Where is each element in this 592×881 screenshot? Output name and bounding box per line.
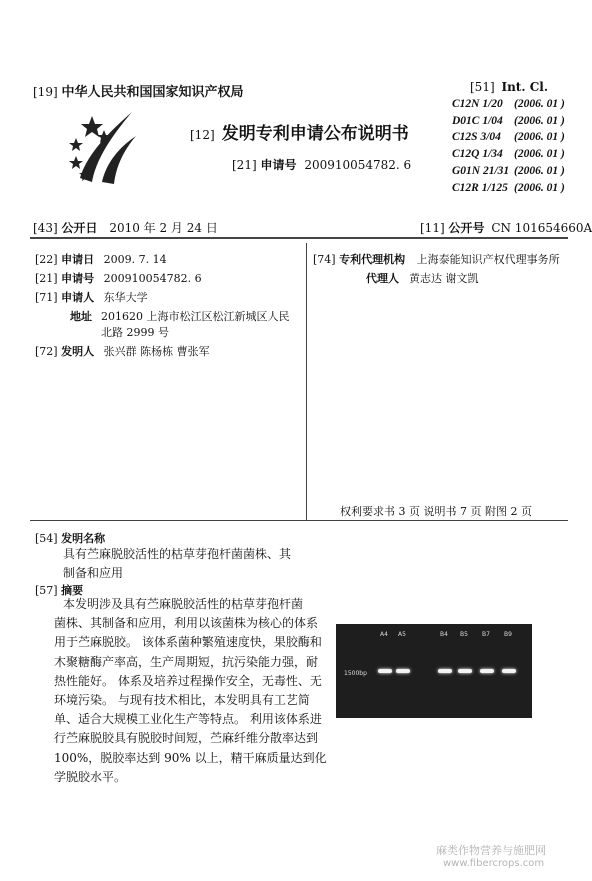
gel-band <box>480 669 494 673</box>
gel-lane-label: B5 <box>460 631 468 638</box>
ipc-class-version: (2006. 01 ) <box>514 148 565 161</box>
ipc-class-code: C12N 1/20 <box>452 98 503 110</box>
ipc-class-code: C12Q 1/34 <box>452 148 503 161</box>
ipc-class-row <box>452 146 570 160</box>
app-number-row: [21] 申请号 200910054782. 6 <box>35 272 202 285</box>
ipc-class-version: (2006. 01 ) <box>514 181 565 194</box>
ipc-class-code: C12S 3/04 <box>452 131 501 144</box>
rule-top <box>30 237 568 239</box>
abstract-line: 热性能好。 体系及培养过程操作安全，无毒性、无 <box>54 673 322 688</box>
gel-band <box>502 669 516 673</box>
ipc-header: [51] Int. Cl. <box>470 80 548 94</box>
abstract-line: 木聚糖酶产率高，生产周期短，抗污染能力强，耐 <box>54 654 319 669</box>
watermark-text: 麻类作物营养与施肥网 <box>436 844 546 857</box>
abstract-line: 学脱胶水平。 <box>54 769 127 784</box>
filing-date-row: [22] 申请日 2009. 7. 14 <box>35 253 167 266</box>
ipc-class-row <box>452 96 570 110</box>
abstract-line: 环境污染。 与现有技术相比，本发明具有工艺简 <box>54 693 310 707</box>
watermark-url: www.fibercrops.com <box>443 858 545 869</box>
office-code: [19] <box>33 85 58 99</box>
inventor-row: [72] 发明人 张兴群 陈杨栋 曹张军 <box>35 345 210 358</box>
ipc-class-row <box>452 163 570 177</box>
agents: 黄志达 谢文凯 <box>409 272 479 285</box>
invention-title-line-2: 制备和应用 <box>63 566 124 580</box>
gel-band <box>438 669 452 673</box>
ipc-class-row <box>452 129 570 143</box>
abstract-line: 用于苎麻脱胶。 该体系菌种繁殖速度快，果胶酶和 <box>54 635 322 650</box>
column-divider <box>306 243 307 520</box>
abstract-line: 100%，脱胶率达到 90% 以上，精干麻质量达到化 <box>54 750 327 765</box>
address-line-1: 201620 上海市松江区松江新城区人民 <box>101 310 290 323</box>
abstract-heading: [57] 摘要 <box>35 584 84 597</box>
applicant-row: [71] 申请人 东华大学 <box>35 291 148 304</box>
gel-marker-label: 1500bp <box>344 670 367 677</box>
title-heading: [54] 发明名称 <box>35 532 106 545</box>
rule-middle <box>30 520 568 521</box>
ipc-class-version: (2006. 01 ) <box>514 164 565 177</box>
publication-number: [11] 公开号 CN 101654660A <box>420 221 592 235</box>
ipc-class-version: (2006. 01 ) <box>514 131 565 144</box>
gel-electrophoresis-image <box>336 624 532 718</box>
gel-lane-label: B9 <box>504 631 512 638</box>
publication-date: [43] 公开日 2010 年 2 月 24 日 <box>33 221 218 235</box>
office-emblem-icon <box>62 98 142 188</box>
abstract-line: 单、适合大规模工业化生产等特点。 利用该体系进 <box>54 712 322 727</box>
gel-lane-label: A5 <box>398 631 406 638</box>
office-header <box>33 81 243 100</box>
ipc-class-code: G01N 21/31 <box>452 164 510 177</box>
ipc-class-code: D01C 1/04 <box>452 114 503 127</box>
abstract-line: 菌株、其制备和应用，利用以该菌株为核心的体系 <box>54 616 319 631</box>
agency-row: [74] 专利代理机构 上海泰能知识产权代理事务所 <box>313 253 560 266</box>
header-app-number: [21] 申请号 200910054782. 6 <box>232 158 412 172</box>
invention-title-line-1: 具有苎麻脱胶活性的枯草芽孢杆菌菌株、其 <box>63 547 292 561</box>
ipc-class-version: (2006. 01 ) <box>514 114 565 127</box>
abstract-line: 本发明涉及具有苎麻脱胶活性的枯草芽孢杆菌 <box>63 597 304 611</box>
doc-type-code: [12] <box>190 128 215 142</box>
address-label: 地址 <box>70 310 92 323</box>
gel-lane-label: B7 <box>482 631 490 638</box>
document-type <box>190 119 409 144</box>
gel-band <box>378 669 392 673</box>
gel-band <box>458 669 472 673</box>
gel-band <box>396 669 410 673</box>
gel-lane-label: A4 <box>380 631 388 638</box>
ipc-class-row <box>452 113 570 127</box>
abstract-line: 行苎麻脱胶具有脱胶时间短，苎麻纤维分散率达到 <box>54 731 319 746</box>
doc-type-title: 发明专利申请公布说明书 <box>221 124 409 144</box>
address-line-2: 北路 2999 号 <box>101 326 169 339</box>
office-name: 中华人民共和国国家知识产权局 <box>61 85 244 100</box>
ipc-class-code: C12R 1/125 <box>452 181 508 194</box>
agent-label: 代理人 <box>366 272 399 285</box>
ipc-class-version: (2006. 01 ) <box>514 98 565 110</box>
gel-lane-label: B4 <box>440 631 448 638</box>
ipc-class-row <box>452 180 570 194</box>
page-count-info: 权利要求书 3 页 说明书 7 页 附图 2 页 <box>340 505 532 518</box>
